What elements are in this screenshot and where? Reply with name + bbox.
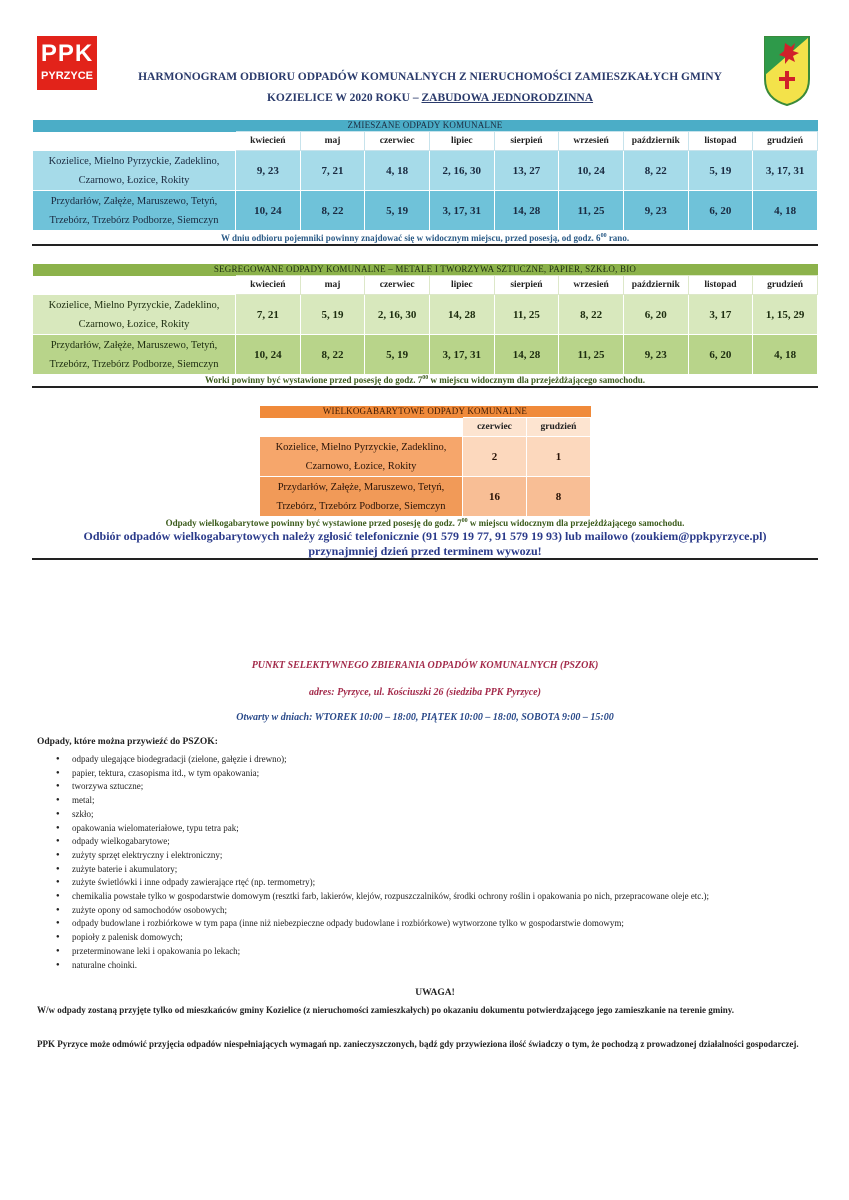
list-item: ● odpady budowlane i rozbiórkowe w tym papa (inne niż niebezpieczne odpady budowlane i rozbiórkowe) wytworzone tylko w gospodarstwie domowym; xyxy=(56,917,709,931)
date-cell: 3, 17, 31 xyxy=(429,191,494,231)
list-item: ● zużyty sprzęt elektryczny i elektroniczny; xyxy=(56,849,709,863)
month-header: kwiecień xyxy=(236,132,301,151)
date-cell: 5, 19 xyxy=(688,151,753,191)
list-item: ● zużyte baterie i akumulatory; xyxy=(56,863,709,877)
empty-header xyxy=(260,418,463,437)
date-cell: 8, 22 xyxy=(623,151,688,191)
list-item: ● odpady ulegające biodegradacji (zielone, gałęzie i drewno); xyxy=(56,753,709,767)
month-header: lipiec xyxy=(429,132,494,151)
warning-title: UWAGA! xyxy=(415,988,455,998)
date-cell: 8, 22 xyxy=(300,335,365,375)
date-cell: 4, 18 xyxy=(753,335,818,375)
date-cell: 11, 25 xyxy=(559,335,624,375)
month-header-row xyxy=(33,132,818,151)
date-cell: 8 xyxy=(527,477,591,517)
table-row xyxy=(260,437,591,477)
warning-paragraph: W/w odpady zostaną przyjęte tylko od mieszkańców gminy Kozielice (z nieruchomości zamieszkałych) po okazaniu dokumentu potwierdzającego jego zamieszkanie na terenie gminy. xyxy=(37,1005,735,1015)
list-item: ● zużyte świetlówki i inne odpady zawierające rtęć (np. termometry); xyxy=(56,876,709,890)
date-cell: 2, 16, 30 xyxy=(365,295,430,335)
list-item: ● metal; xyxy=(56,794,709,808)
warning-paragraph: PPK Pyrzyce może odmówić przyjęcia odpadów niespełniających wymagań np. zanieczyszczonych, bądź gdy przywieziona ilość świadczy o tym, że pochodzą z prowadzonej działalności gospodarczej. xyxy=(37,1039,799,1049)
month-header: listopad xyxy=(688,132,753,151)
month-header: maj xyxy=(300,276,365,295)
date-cell: 10, 24 xyxy=(559,151,624,191)
divider xyxy=(32,558,818,560)
table-row xyxy=(33,151,818,191)
table-row xyxy=(33,191,818,231)
towns-cell: Przydarłów, Załęże, Maruszewo, Tetyń, Trzebórz, Trzebórz Podborze, Siemczyn xyxy=(260,477,463,517)
table-row xyxy=(260,477,591,517)
date-cell: 13, 27 xyxy=(494,151,559,191)
date-cell: 11, 25 xyxy=(494,295,559,335)
date-cell: 5, 19 xyxy=(300,295,365,335)
month-header: lipiec xyxy=(429,276,494,295)
date-cell: 9, 23 xyxy=(623,335,688,375)
note-sup: 00 xyxy=(422,375,429,381)
list-item: ● tworzywa sztuczne; xyxy=(56,780,709,794)
list-item: ● popioły z palenisk domowych; xyxy=(56,931,709,945)
segregated-waste-table xyxy=(32,264,818,375)
logo-subtext: PYRZYCE xyxy=(41,70,93,82)
month-header: sierpień xyxy=(494,132,559,151)
note-text: Worki powinny być wystawione przed posesję do godz. 7 xyxy=(205,375,423,385)
empty-header xyxy=(33,276,236,295)
table-row xyxy=(33,335,818,375)
towns-cell: Przydarłów, Załęże, Maruszewo, Tetyń, Trzebórz, Trzebórz Podborze, Siemczyn xyxy=(33,335,236,375)
date-cell: 14, 28 xyxy=(494,191,559,231)
empty-header xyxy=(33,132,236,151)
month-header: październik xyxy=(623,132,688,151)
month-header: sierpień xyxy=(494,276,559,295)
date-cell: 9, 23 xyxy=(236,151,301,191)
note-text: W dniu odbioru pojemniki powinny znajdować się w widocznym miejscu, przed posesją, od godz. 6 xyxy=(220,233,601,243)
title-line-2a: KOZIELICE W 2020 ROKU – xyxy=(266,92,422,104)
bulky-waste-note xyxy=(60,518,790,528)
date-cell: 7, 21 xyxy=(236,295,301,335)
date-cell: 6, 20 xyxy=(688,335,753,375)
list-item: ● papier, tektura, czasopisma itd., w tym opakowania; xyxy=(56,767,709,781)
month-header: maj xyxy=(300,132,365,151)
towns-cell: Przydarłów, Załęże, Maruszewo, Tetyń, Trzebórz, Trzebórz Podborze, Siemczyn xyxy=(33,191,236,231)
date-cell: 6, 20 xyxy=(623,295,688,335)
list-item: ● szkło; xyxy=(56,808,709,822)
mixed-waste-table xyxy=(32,120,818,231)
pszok-hours: Otwarty w dniach: WTOREK 10:00 – 18:00, PIĄTEK 10:00 – 18:00, SOBOTA 9:00 – 15:00 xyxy=(236,712,614,723)
towns-cell: Kozielice, Mielno Pyrzyckie, Zadeklino, Czarnowo, Łozice, Rokity xyxy=(260,437,463,477)
title-line-2b: ZABUDOWA JEDNORODZINNA xyxy=(421,92,594,104)
list-item: ● odpady wielkogabarytowe; xyxy=(56,835,709,849)
note-text: Odpady wielkogabarytowe powinny być wystawione przed posesję do godz. 7 xyxy=(165,518,462,528)
divider xyxy=(32,244,818,246)
note-sup: 00 xyxy=(461,518,468,524)
note-end: w miejscu widocznym dla przejeżdżającego samochodu. xyxy=(467,518,685,528)
bulky-contact-info: Odbiór odpadów wielkogabarytowych należy zgłosić telefonicznie (91 579 19 77, 91 579 19 93) lub mailowo (zoukiem@ppkpyrzyce.pl) xyxy=(83,529,767,543)
date-cell: 8, 22 xyxy=(300,191,365,231)
towns-cell: Kozielice, Mielno Pyrzyckie, Zadeklino, Czarnowo, Łozice, Rokity xyxy=(33,151,236,191)
pszok-items-list xyxy=(56,753,709,972)
title-line-2 xyxy=(110,88,750,109)
date-cell: 14, 28 xyxy=(494,335,559,375)
date-cell: 3, 17 xyxy=(688,295,753,335)
month-header: czerwiec xyxy=(365,132,430,151)
month-header: wrzesień xyxy=(559,132,624,151)
date-cell: 7, 21 xyxy=(300,151,365,191)
bulky-contact-deadline: przynajmniej dzień przed terminem wywozu! xyxy=(308,544,542,558)
logo-text: PPK xyxy=(40,40,94,67)
date-cell: 4, 18 xyxy=(753,191,818,231)
pszok-lead: Odpady, które można przywieźć do PSZOK: xyxy=(37,737,218,747)
date-cell: 3, 17, 31 xyxy=(753,151,818,191)
date-cell: 6, 20 xyxy=(688,191,753,231)
month-header: czerwiec xyxy=(365,276,430,295)
date-cell: 3, 17, 31 xyxy=(429,335,494,375)
list-item: ● naturalne choinki. xyxy=(56,959,709,973)
month-header: grudzień xyxy=(753,276,818,295)
note-sup: 00 xyxy=(600,233,607,239)
date-cell: 9, 23 xyxy=(623,191,688,231)
title-line-1: HARMONOGRAM ODBIORU ODPADÓW KOMUNALNYCH Z NIERUCHOMOŚCI ZAMIESZKAŁYCH GMINY xyxy=(138,71,722,83)
note-end: w miejscu widocznym dla przejeżdżającego samochodu. xyxy=(428,375,645,385)
date-cell: 2, 16, 30 xyxy=(429,151,494,191)
mixed-waste-band: ZMIESZANE ODPADY KOMUNALNE xyxy=(33,120,818,132)
segregated-waste-note xyxy=(32,375,818,385)
date-cell: 10, 24 xyxy=(236,335,301,375)
month-header: kwiecień xyxy=(236,276,301,295)
month-header: październik xyxy=(623,276,688,295)
note-end: rano. xyxy=(606,233,630,243)
date-cell: 2 xyxy=(463,437,527,477)
month-header: grudzień xyxy=(527,418,591,437)
list-item: ● przeterminowane leki i opakowania po lekach; xyxy=(56,945,709,959)
date-cell: 5, 19 xyxy=(365,335,430,375)
pszok-address: adres: Pyrzyce, ul. Kościuszki 26 (siedziba PPK Pyrzyce) xyxy=(309,687,541,698)
divider xyxy=(32,386,818,388)
pszok-title: PUNKT SELEKTYWNEGO ZBIERANIA ODPADÓW KOMUNALNYCH (PSZOK) xyxy=(251,660,599,671)
month-header: listopad xyxy=(688,276,753,295)
coat-of-arms-icon xyxy=(763,35,811,107)
bulky-waste-band: WIELKOGABARYTOWE ODPADY KOMUNALNE xyxy=(260,406,591,418)
list-item: ● chemikalia powstałe tylko w gospodarstwie domowym (resztki farb, lakierów, klejów, rozpuszczalników, środki ochrony roślin i opakowania po nich, przepracowane oleje etc.); xyxy=(56,890,709,904)
date-cell: 1, 15, 29 xyxy=(753,295,818,335)
date-cell: 11, 25 xyxy=(559,191,624,231)
ppk-logo xyxy=(37,36,97,90)
list-item: ● opakowania wielomateriałowe, typu tetra pak; xyxy=(56,822,709,836)
segregated-waste-band: SEGREGOWANE ODPADY KOMUNALNE – METALE I TWORZYWA SZTUCZNE, PAPIER, SZKŁO, BIO xyxy=(33,264,818,276)
date-cell: 10, 24 xyxy=(236,191,301,231)
month-header-row xyxy=(33,276,818,295)
month-header: grudzień xyxy=(753,132,818,151)
month-header-row xyxy=(260,418,591,437)
date-cell: 1 xyxy=(527,437,591,477)
bulky-waste-table xyxy=(259,406,591,517)
date-cell: 4, 18 xyxy=(365,151,430,191)
towns-cell: Kozielice, Mielno Pyrzyckie, Zadeklino, Czarnowo, Łozice, Rokity xyxy=(33,295,236,335)
mixed-waste-note xyxy=(32,233,818,243)
date-cell: 5, 19 xyxy=(365,191,430,231)
month-header: wrzesień xyxy=(559,276,624,295)
page-title xyxy=(110,67,750,109)
date-cell: 14, 28 xyxy=(429,295,494,335)
date-cell: 16 xyxy=(463,477,527,517)
list-item: ● zużyte opony od samochodów osobowych; xyxy=(56,904,709,918)
date-cell: 8, 22 xyxy=(559,295,624,335)
table-row xyxy=(33,295,818,335)
month-header: czerwiec xyxy=(463,418,527,437)
